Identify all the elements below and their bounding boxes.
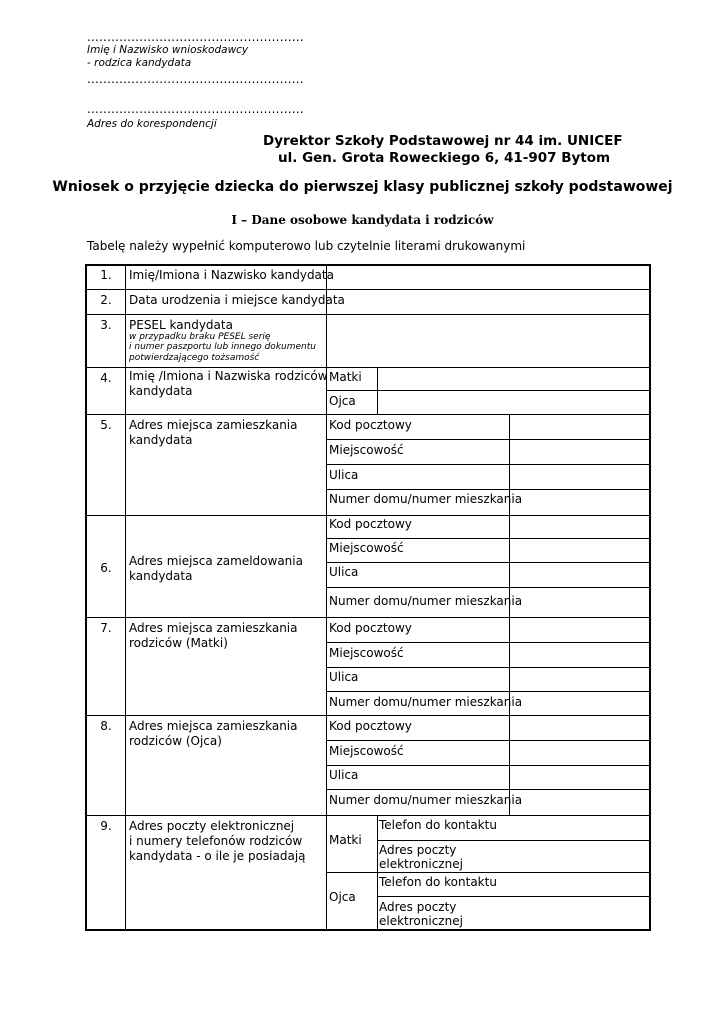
row-label: PESEL kandydata [129,318,233,332]
postal-code-label: Kod pocztowy [329,418,412,432]
pesel-input[interactable] [328,316,648,366]
street-label: Ulica [329,670,359,684]
address-label: Adres do korespondencji [87,118,217,130]
street-input[interactable] [511,466,649,488]
postal-code-label: Kod pocztowy [329,517,412,531]
dots-line-2: ...................................................... [87,72,304,86]
recipient-line-2: ul. Gen. Grota Roweckiego 6, 41-907 Bytom [278,150,611,166]
postal-code-input[interactable] [511,416,649,438]
row-label: Data urodzenia i miejsce kandydata [129,293,345,307]
row-label: Adres poczty elektronicznej [129,819,295,833]
house-number-input[interactable] [511,491,649,514]
postal-code-label: Kod pocztowy [329,621,412,635]
father-phone-input[interactable] [500,874,649,895]
house-number-input[interactable] [511,693,649,714]
row-number: 3. [100,318,112,332]
postal-code-input[interactable] [511,717,649,739]
city-label: Miejscowość [329,541,404,555]
postal-code-input[interactable] [511,619,649,641]
mother-label: Matki [329,833,362,847]
row-label: kandydata [129,384,193,398]
row-label: i numery telefonów rodziców [129,834,303,848]
city-input[interactable] [511,644,649,666]
street-input[interactable] [511,669,649,690]
house-number-label: Numer domu/numer mieszkania [329,594,523,608]
city-label: Miejscowość [329,443,404,457]
email-label: Adres poczty [379,900,457,914]
father-label: Ojca [329,394,356,408]
row-label: kandydata [129,569,193,583]
applicant-name-label: Imię i Nazwisko wnioskodawcy [87,44,249,56]
row-label: Imię /Imiona i Nazwiska rodziców [129,369,328,383]
city-label: Miejscowość [329,744,404,758]
father-label: Ojca [329,890,356,904]
row-label: kandydata - o ile je posiadają [129,849,306,863]
row-label: Imię/Imiona i Nazwisko kandydata [129,268,334,282]
street-input[interactable] [511,564,649,586]
email-label: Adres poczty [379,843,457,857]
row-number: 1. [100,268,112,282]
mother-label: Matki [329,370,362,384]
house-number-label: Numer domu/numer mieszkania [329,492,523,506]
house-number-input[interactable] [511,791,649,814]
phone-label: Telefon do kontaktu [379,875,497,889]
row-number: 6. [100,561,112,575]
row-label: Adres miejsca zamieszkania [129,719,298,733]
signature-dots-line: ...................................................... [87,30,304,44]
father-email-input[interactable] [470,898,649,928]
row-label: Adres miejsca zamieszkania [129,621,298,635]
mother-name-input[interactable] [379,369,649,389]
house-number-label: Numer domu/numer mieszkania [329,793,523,807]
row-label: Adres miejsca zamieszkania [129,418,298,432]
street-input[interactable] [511,767,649,788]
phone-label: Telefon do kontaktu [379,818,497,832]
section-heading: I – Dane osobowe kandydata i rodziców [231,213,494,227]
applicant-role-label: - rodzica kandydata [87,57,192,69]
instruction-text: Tabelę należy wypełnić komputerowo lub czytelnie literami drukowanymi [87,239,526,253]
row-sublabel: potwierdzającego tożsamość [129,353,260,363]
row-label: kandydata [129,433,193,447]
row-label: rodziców (Matki) [129,636,228,650]
row-number: 8. [100,719,112,733]
row-number: 7. [100,621,112,635]
row-number: 5. [100,418,112,432]
city-label: Miejscowość [329,646,404,660]
house-number-label: Numer domu/numer mieszkania [329,695,523,709]
row-sublabel: i numer paszportu lub innego dokumentu [129,342,316,352]
dots-line-3: ...................................................... [87,102,304,116]
postal-code-input[interactable] [511,517,649,537]
row-label: Adres miejsca zameldowania [129,554,303,568]
recipient-line-1: Dyrektor Szkoły Podstawowej nr 44 im. UNICEF [263,133,623,149]
row-sublabel: w przypadku braku PESEL serię [129,332,271,342]
row-number: 4. [100,371,112,385]
city-input[interactable] [511,540,649,561]
page-title: Wniosek o przyjęcie dziecka do pierwszej klasy publicznej szkoły podstawowej [52,179,673,195]
father-name-input[interactable] [379,392,649,413]
street-label: Ulica [329,468,359,482]
email-label: elektronicznej [379,857,463,871]
postal-code-label: Kod pocztowy [329,719,412,733]
city-input[interactable] [511,742,649,764]
city-input[interactable] [511,441,649,463]
email-label: elektronicznej [379,914,463,928]
mother-email-input[interactable] [470,842,649,871]
candidate-name-input[interactable] [328,266,648,288]
street-label: Ulica [329,565,359,579]
birth-date-input[interactable] [328,291,648,313]
mother-phone-input[interactable] [500,817,649,839]
row-number: 9. [100,819,112,833]
row-number: 2. [100,293,112,307]
street-label: Ulica [329,768,359,782]
house-number-input[interactable] [511,589,649,616]
row-label: rodziców (Ojca) [129,734,222,748]
